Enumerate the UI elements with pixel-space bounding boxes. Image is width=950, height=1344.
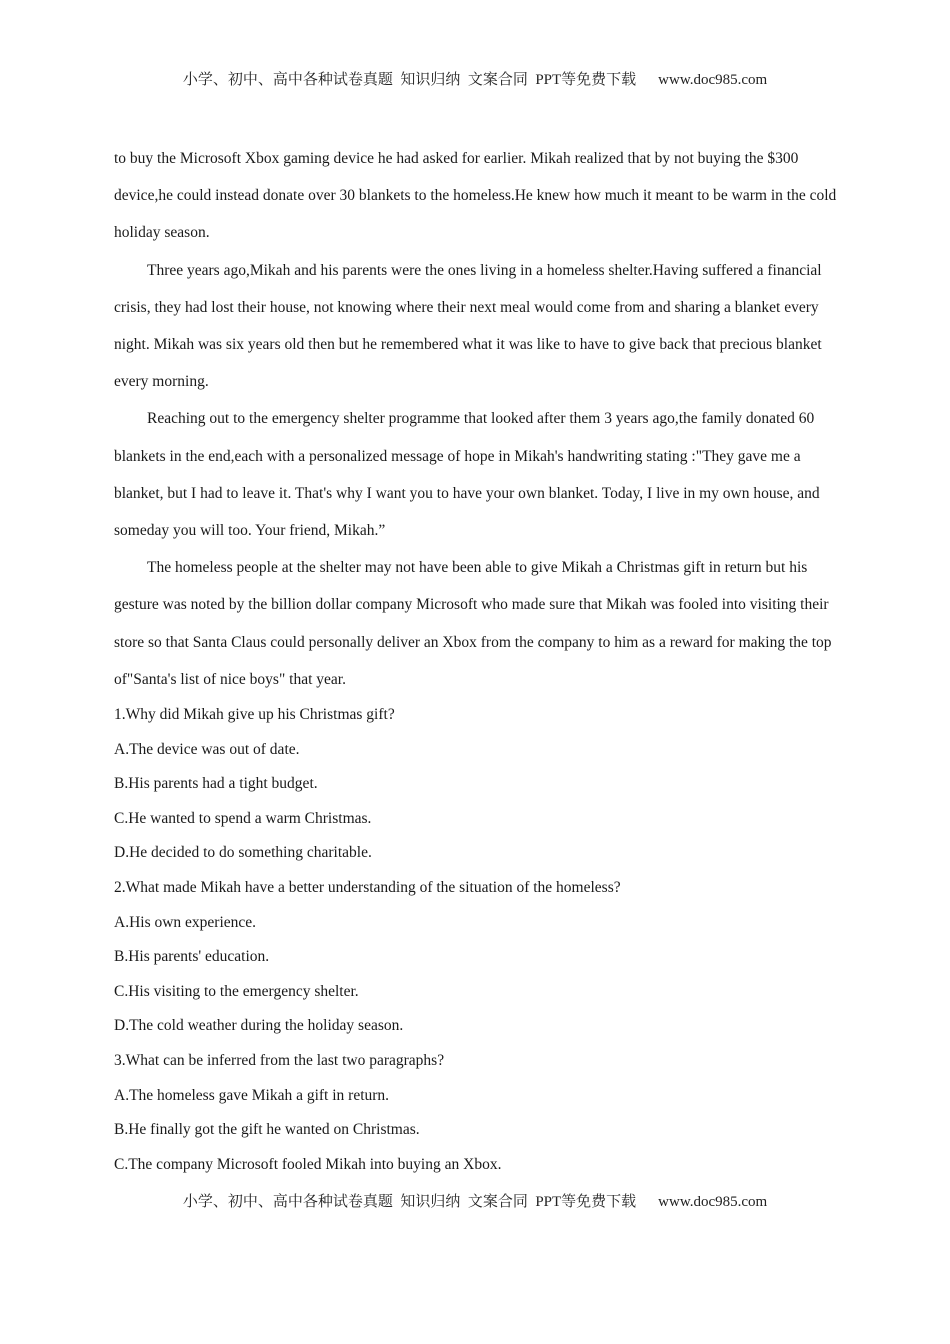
- question-1-option-a: A.The device was out of date.: [114, 740, 300, 758]
- passage-paragraph-1: to buy the Microsoft Xbox gaming device he had asked for earlier. Mikah realized that by not buying the $300 device,he could instead donate over 30 blankets to the homeless.He knew how much it meant to be warm in the cold holiday season.: [114, 150, 837, 242]
- header-site-link[interactable]: www.doc985.com: [658, 72, 768, 88]
- footer-site-link[interactable]: www.doc985.com: [658, 1194, 768, 1210]
- question-2-option-d: D.The cold weather during the holiday season.: [114, 1017, 404, 1035]
- question-3-option-c: C.The company Microsoft fooled Mikah into buying an Xbox.: [114, 1155, 502, 1173]
- page-header: [0, 68, 950, 89]
- header-text: 小学、初中、高中各种试卷真题 知识归纳 文案合同 PPT等免费下载: [182, 72, 637, 88]
- question-list: [114, 698, 840, 1182]
- question-2-option-b: B.His parents' education.: [114, 948, 270, 966]
- question-2-option-a: A.His own experience.: [114, 913, 257, 931]
- question-1-option-b: B.His parents had a tight budget.: [114, 775, 318, 793]
- question-3-option-a: A.The homeless gave Mikah a gift in return.: [114, 1086, 390, 1104]
- page-footer: [0, 1190, 950, 1211]
- passage-paragraph-2: Three years ago,Mikah and his parents were the ones living in a homeless shelter.Having suffered a financial crisis, they had lost their house, not knowing where their next meal would come from and sharing a blanket every night. Mikah was six years old then but he remembered what it was like to have to give back that precious blanket every morning.: [114, 261, 822, 391]
- passage-paragraph-3: Reaching out to the emergency shelter programme that looked after them 3 years ago,the family donated 60 blankets in the end,each with a personalized message of hope in Mikah's handwriting stating :"They gave me a blanket, but I had to leave it. That's why I want you to have your own blanket. Today, I live in my own house, and someday you will too. Your friend, Mikah.”: [114, 410, 820, 540]
- document-body: [114, 140, 840, 1182]
- question-3-option-b: B.He finally got the gift he wanted on Christmas.: [114, 1121, 420, 1139]
- question-1-option-d: D.He decided to do something charitable.: [114, 844, 372, 862]
- passage-paragraph-4: The homeless people at the shelter may not have been able to give Mikah a Christmas gift in return but his gesture was noted by the billion dollar company Microsoft who made sure that Mikah was fooled into visiting their store so that Santa Claus could personally deliver an Xbox from the company to him as a reward for making the top of"Santa's list of nice boys" that year.: [114, 559, 832, 688]
- question-1-stem: 1.Why did Mikah give up his Christmas gift?: [114, 706, 395, 724]
- question-2-option-c: C.His visiting to the emergency shelter.: [114, 982, 359, 1000]
- question-3-stem: 3.What can be inferred from the last two paragraphs?: [114, 1051, 445, 1069]
- question-1-option-c: C.He wanted to spend a warm Christmas.: [114, 809, 372, 827]
- footer-text: 小学、初中、高中各种试卷真题 知识归纳 文案合同 PPT等免费下载: [182, 1194, 637, 1210]
- question-2-stem: 2.What made Mikah have a better understanding of the situation of the homeless?: [114, 879, 621, 897]
